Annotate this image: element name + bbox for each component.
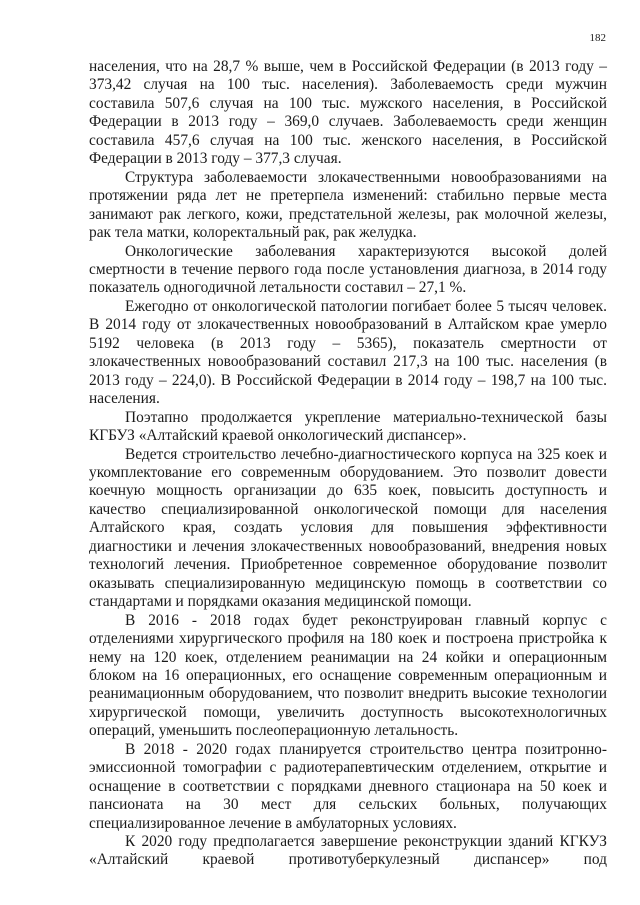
paragraph-material-base: Поэтапно продолжается укрепление материально-технической базы КГБУЗ «Алтайский краевой онкологический диспансер». — [89, 408, 607, 445]
paragraph-pet-center-2018-2020: В 2018 - 2020 годах планируется строительство центра позитронно-эмиссионной томографии с радиотерапевтическим отделением, открытие и оснащение в соответствии с порядками дневного стационара на 50 коек и пансионата на 30 мест для сельских больных, получающих специализированное лечение в амбулаторных условиях. — [89, 740, 607, 832]
paragraph-reconstruction-2016-2018: В 2016 - 2018 годах будет реконструирован главный корпус с отделениями хирургического профиля на 180 коек и построена пристройка к нему на 120 коек, отделением реанимации на 24 койки и операционным блоком на 16 операционных, его оснащение современным операционным и реанимационным оборудованием, что позволит внедрить высокие технологии хирургической помощи, увеличить доступность высокотехнологичных операций, уменьшить послеоперационную летальность. — [89, 611, 607, 740]
paragraph-new-building: Ведется строительство лечебно-диагностического корпуса на 325 коек и укомплектование его современным оборудованием. Это позволит довести коечную мощность организации до 635 коек, повысить доступность и качество специализированной онкологической помощи для населения Алтайского края, создать условия для повышения эффективности диагностики и лечения злокачественных новообразований, внедрения новых технологий лечения. Приобретенное современное оборудование позволит оказывать специализированную медицинскую помощь в соответствии со стандартами и порядками оказания медицинской помощи. — [89, 445, 607, 611]
paragraph-one-year-mortality: Онкологические заболевания характеризуются высокой долей смертности в течение первого года после установления диагноза, в 2014 году показатель одногодичной летальности составил – 27,1 %. — [89, 242, 607, 297]
paragraph-morbidity-continued: населения, что на 28,7 % выше, чем в Российской Федерации (в 2013 году – 373,42 случая на 100 тыс. населения). Заболеваемость среди мужчин составила 507,6 случая на 100 тыс. мужского населения, в Российской Федерации в 2013 году – 369,0 случаев. Заболеваемость среди женщин составила 457,6 случая на 100 тыс. женского населения, в Российской Федерации в 2013 году – 377,3 случая. — [89, 58, 607, 168]
paragraph-annual-deaths: Ежегодно от онкологической патологии погибает более 5 тысяч человек. В 2014 году от злокачественных новообразований в Алтайском крае умерло 5192 человека (в 2013 году – 5365), показатель смертности от злокачественных новообразований составил 217,3 на 100 тыс. населения (в 2013 году – 224,0). В Российской Федерации в 2014 году – 198,7 на 100 тыс. населения. — [89, 297, 607, 408]
paragraph-cancer-structure: Структура заболеваемости злокачественными новообразованиями на протяжении ряда лет не претерпела изменений: стабильно первые места занимают рак легкого, кожи, предстательной железы, рак молочной железы, рак тела матки, колоректальный рак, рак желудка. — [89, 168, 607, 242]
paragraph-tb-dispensary-2020: К 2020 году предполагается завершение реконструкции зданий КГКУЗ «Алтайский краевой противотуберкулезный диспансер» под — [89, 833, 607, 869]
document-body — [89, 58, 607, 870]
page-number: 182 — [589, 32, 606, 44]
